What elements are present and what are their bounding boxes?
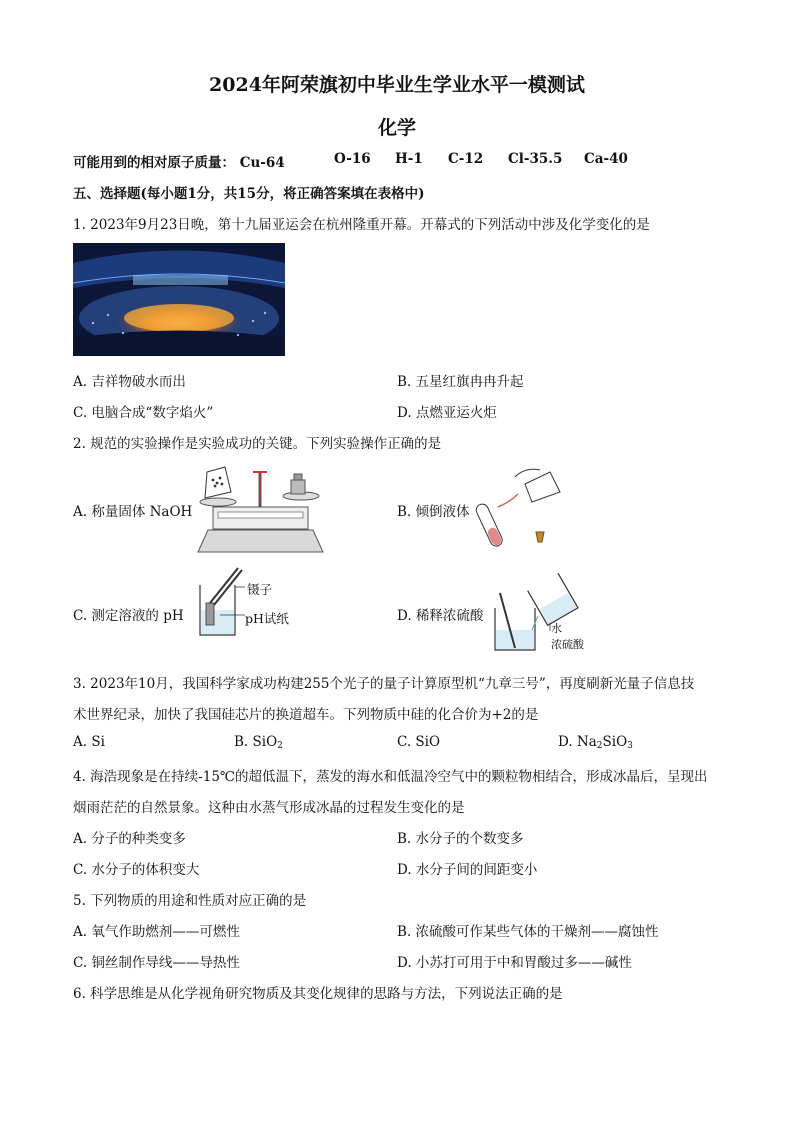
exam-title: 2024年阿荣旗初中毕业生学业水平一模测试 [209,74,585,96]
question-4-stem-line-2: 烟雨茫茫的自然景象。这种由水蒸气形成冰晶的过程发生变化的是 [73,800,465,816]
acid-label: 浓硫酸 [551,638,584,651]
q1-option-d: D. 点燃亚运火炬 [397,405,497,421]
question-3-stem-line-1: 3. 2023年10月，我国科学家成功构建255个光子的量子计算原型机“九章三号”，再度刷新光量子信息技 [73,676,695,692]
q4-option-c: C. 水分子的体积变大 [73,862,200,878]
question-4-stem-line-1: 4. 海浩现象是在持续-15℃的超低温下，蒸发的海水和低温冷空气中的颗粒物相结合，形成冰晶后，呈现出 [73,769,708,785]
q3-option-a: A. Si [73,734,105,750]
atomic-mass-c: C-12 [448,151,484,167]
stadium-illustration [73,243,285,356]
q1-option-c: C. 电脑合成“数字焰火” [73,405,214,421]
ph-paper-label: pH试纸 [245,611,289,626]
q5-option-b: B. 浓硫酸可作某些气体的干燥剂——腐蚀性 [397,924,659,940]
ph-test-illustration [190,565,300,640]
q4-option-b: B. 水分子的个数变多 [397,831,524,847]
q1-option-b: B. 五星红旗冉冉升起 [397,374,524,390]
q2-option-d: D. 稀释浓硫酸 [397,608,484,624]
subject-title: 化学 [377,117,416,139]
atomic-mass-line [73,151,285,171]
q2-option-b: B. 倾倒液体 [397,504,470,520]
balance-scale-illustration [193,462,328,554]
pouring-liquid-illustration [470,462,565,554]
q3-option-d: D. $Na_2SiO_3$ [558,734,633,751]
q3-option-c: C. SiO [397,734,441,750]
q5-option-a: A. 氧气作助燃剂——可燃性 [73,924,240,940]
question-1-stem: 1. 2023年9月23日晚，第十九届亚运会在杭州隆重开幕。开幕式的下列活动中涉及化学变化的是 [73,217,650,233]
atomic-mass-cu: Cu-64 [239,155,285,171]
q5-option-d: D. 小苏打可用于中和胃酸过多——碱性 [397,955,632,971]
opening-ceremony-photo [73,243,285,356]
ph-test-figure [190,565,300,640]
question-6-stem: 6. 科学思维是从化学视角研究物质及其变化规律的思路与方法，下列说法正确的是 [73,986,563,1002]
pouring-figure [470,462,565,554]
q4-option-a: A. 分子的种类变多 [73,831,186,847]
q1-option-a: A. 吉祥物破水而出 [73,374,186,390]
q5-option-c: C. 铜丝制作导线——导热性 [73,955,240,971]
atomic-mass-o: O-16 [334,151,371,167]
question-3-stem-line-2: 术世界纪录，加快了我国硅芯片的换道超车。下列物质中硅的化合价为+2的是 [73,707,539,723]
water-label: 水 [551,622,562,635]
question-5-stem: 5. 下列物质的用途和性质对应正确的是 [73,893,307,909]
atomic-mass-cl: Cl-35.5 [508,151,563,167]
q2-option-c: C. 测定溶液的 pH [73,608,184,624]
q4-option-d: D. 水分子间的间距变小 [397,862,538,878]
question-2-stem: 2. 规范的实验操作是实验成功的关键。下列实验操作正确的是 [73,436,442,452]
q3-option-b: B. SiO$_2$ [234,734,283,751]
q2-option-a: A. 称量固体 NaOH [73,504,193,520]
atomic-mass-ca: Ca-40 [584,151,628,167]
atomic-mass-h: H-1 [395,151,423,167]
tweezers-label: 镊子 [247,582,273,597]
section-heading: 五、选择题(每小题1分，共15分，将正确答案填在表格中) [73,186,425,202]
balance-figure [193,462,328,554]
atomic-mass-label: 可能用到的相对原子质量： [73,155,235,171]
